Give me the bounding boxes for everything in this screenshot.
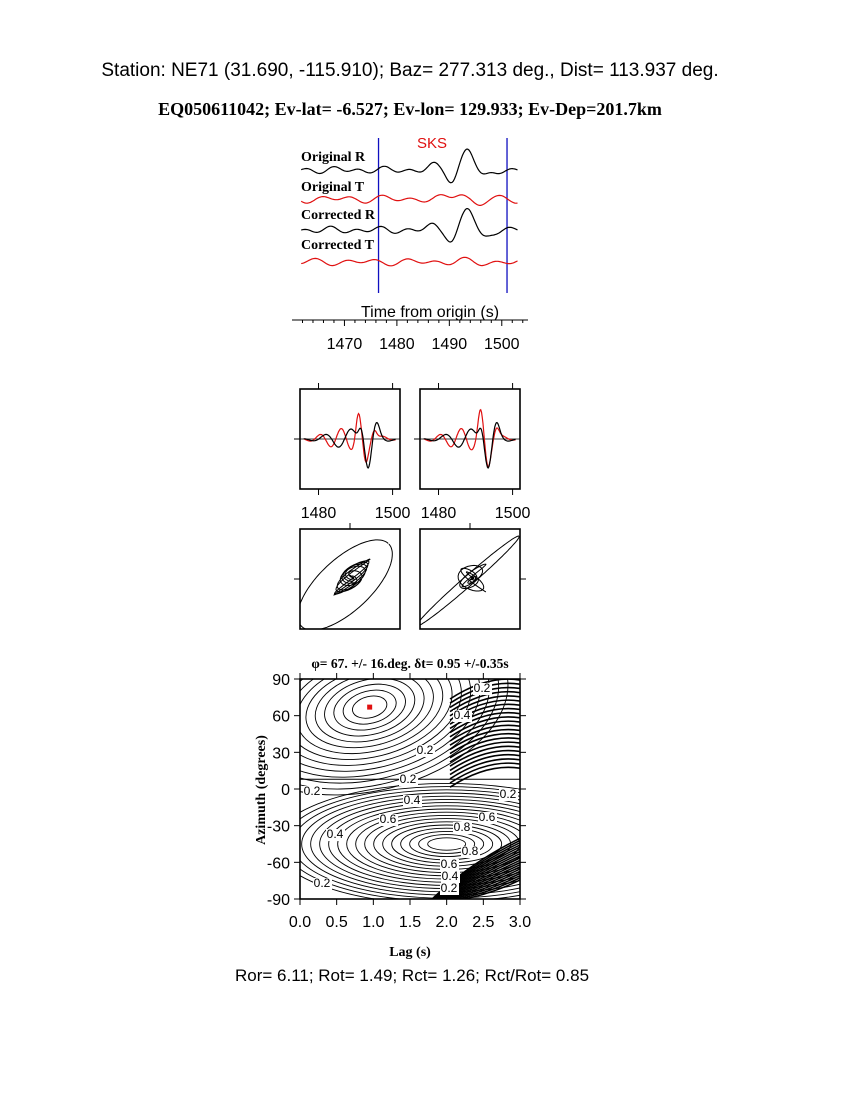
contour-label: 0.2 (473, 681, 491, 695)
slow-component-trace (304, 423, 396, 468)
contour-label: 0.2 (303, 784, 321, 798)
x-tick-label: 0.5 (325, 914, 348, 931)
particle-motion-left (294, 523, 400, 630)
contour-label: 0.6 (440, 857, 458, 871)
time-tick-label: 1470 (326, 336, 363, 353)
trace-label-corrected-r: Corrected R (301, 208, 375, 223)
station-header: Station: NE71 (31.690, -115.910); Baz= 277.313 deg., Dist= 113.937 deg. (101, 60, 719, 81)
x-tick-label: 1.5 (398, 914, 422, 931)
time-tick-label: 1500 (483, 336, 520, 353)
contour-label: 0.2 (399, 772, 417, 786)
contour-line-lower (428, 838, 466, 850)
x-axis-label: Lag (s) (389, 945, 431, 960)
y-tick-label: -60 (266, 855, 290, 873)
particle-squiggle (334, 559, 370, 595)
contour-label: 0.4 (453, 708, 471, 722)
trace-label-original-r: Original R (301, 150, 366, 165)
contour-label: 0.6 (379, 812, 397, 826)
contour-label: 0.2 (313, 876, 331, 890)
wave-tick-label: 1480 (300, 505, 337, 522)
x-tick-label: 2.0 (435, 914, 458, 931)
contour-label: 0.8 (461, 844, 479, 858)
x-tick-label: 3.0 (508, 914, 532, 931)
waveform-compare-left (294, 383, 410, 522)
contour-label: 0.2 (416, 743, 434, 757)
wave-tick-label: 1500 (374, 505, 411, 522)
contour-label: 0.8 (453, 820, 471, 834)
x-tick-label: 2.5 (472, 914, 495, 931)
wave-tick-label: 1480 (420, 505, 457, 522)
contour-label: 0.4 (326, 827, 344, 841)
waveform-compare-right (414, 383, 530, 522)
corrected-t-trace (301, 257, 517, 266)
particle-motion-right (417, 523, 526, 629)
x-tick-label: 1.0 (362, 914, 385, 931)
trace-label-corrected-t: Corrected T (301, 238, 374, 253)
contour-label: 0.2 (440, 881, 458, 895)
slow-component-trace (424, 423, 516, 468)
best-fit-marker (367, 705, 372, 710)
contour-label: 0.4 (441, 869, 459, 883)
time-axis-label: Time from origin (s) (360, 304, 500, 321)
fast-component-trace (424, 410, 516, 467)
y-axis-label: Azimuth (degrees) (254, 735, 269, 845)
y-tick-label: 0 (281, 782, 290, 799)
contour-title: φ= 67. +/- 16.deg. δt= 0.95 +/-0.35s (311, 656, 509, 671)
y-tick-label: 30 (272, 745, 290, 763)
ratio-summary: Ror= 6.11; Rot= 1.49; Rct= 1.26; Rct/Rot= 0.85 (234, 966, 590, 985)
wave-tick-label: 1500 (494, 505, 531, 522)
y-tick-label: 60 (272, 708, 290, 726)
trace-label-original-t: Original T (301, 180, 365, 195)
phase-label: SKS (416, 135, 448, 152)
contour-label: 0.4 (403, 793, 421, 807)
y-tick-label: -30 (266, 818, 290, 836)
particle-squiggle (458, 564, 486, 592)
seismogram-panel (292, 135, 528, 353)
contour-label: 0.2 (499, 787, 517, 801)
contour-panel (213, 592, 619, 931)
time-tick-label: 1490 (431, 336, 468, 353)
contour-label: 0.6 (478, 810, 496, 824)
event-header: EQ050611042; Ev-lat= -6.527; Ev-lon= 129.933; Ev-Dep=201.7km (158, 99, 662, 119)
contour-line-dense (450, 767, 525, 787)
particle-line (417, 536, 519, 626)
x-tick-label: 0.0 (288, 914, 312, 931)
y-tick-label: 90 (272, 672, 290, 689)
time-tick-label: 1480 (379, 336, 415, 353)
y-tick-label: -90 (266, 892, 290, 909)
original-t-trace (301, 195, 517, 206)
fast-component-trace (304, 414, 396, 462)
